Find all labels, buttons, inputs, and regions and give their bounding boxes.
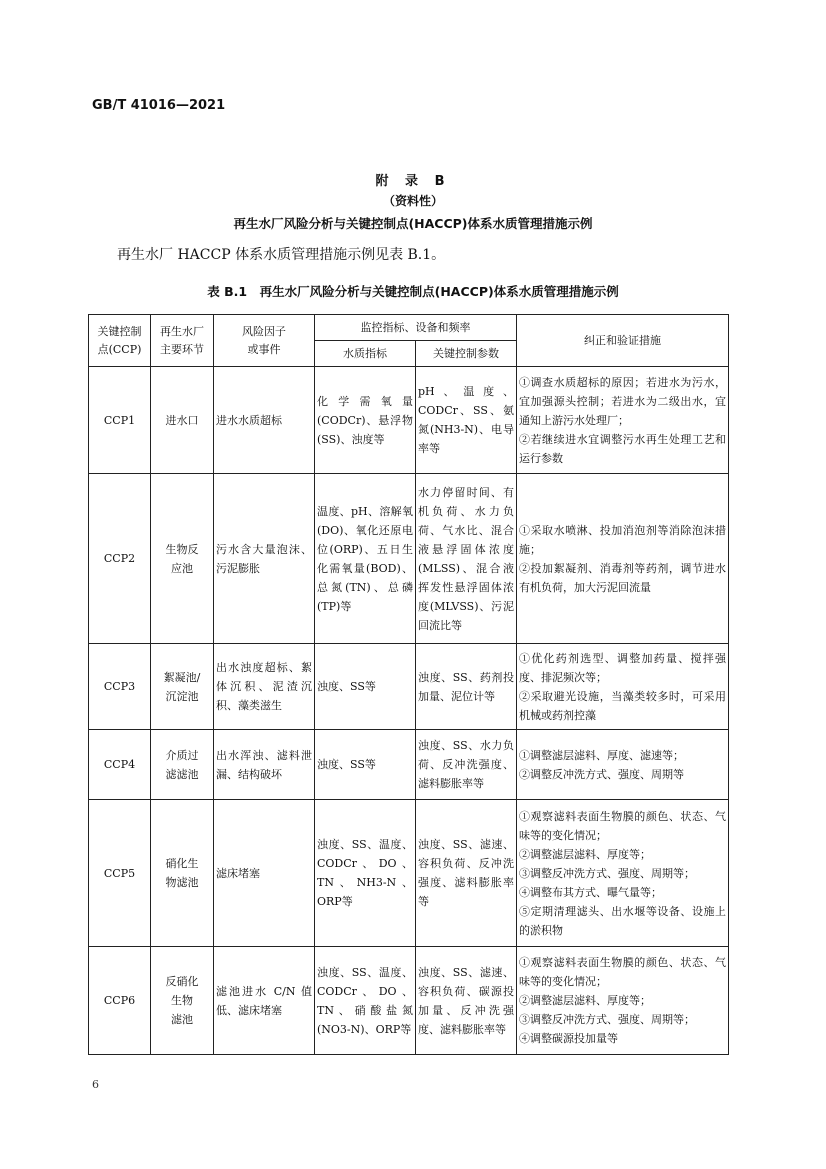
stage-cell: 反硝化 生物 滤池 [151,947,214,1055]
risk-cell: 出水浊度超标、絮体沉积、泥渣沉积、藻类滋生 [214,644,315,730]
ccp-cell: CCP1 [89,367,151,474]
haccp-table [88,314,729,1055]
risk-cell: 污水含大量泡沫、污泥膨胀 [214,474,315,644]
stage-cell: 硝化生 物滤池 [151,800,214,947]
key-param-cell: 水力停留时间、有机负荷、水力负荷、气水比、混合液悬浮固体浓度(MLSS)、混合液挥发性悬浮固体浓度(MLVSS)、污泥回流比等 [416,474,517,644]
header-measures: 纠正和验证措施 [517,315,729,367]
header-stage: 再生水厂 主要环节 [151,315,214,367]
risk-cell: 出水浑浊、滤料泄漏、结构破坏 [214,730,315,800]
header-monitor: 监控指标、设备和频率 [315,315,517,341]
table-row [89,367,729,474]
water-index-cell: 浊度、SS、温度、CODCr、DO、TN、NH3-N、ORP等 [315,800,416,947]
key-param-cell: 浊度、SS、水力负荷、反冲洗强度、滤料膨胀率等 [416,730,517,800]
appendix-title: 附 录 B [375,174,451,189]
water-index-cell: 浊度、SS、温度、CODCr、DO、TN、硝酸盐氮(NO3-N)、ORP等 [315,947,416,1055]
risk-cell: 滤池进水 C/N 值低、滤床堵塞 [214,947,315,1055]
water-index-cell: 化学需氧量(CODCr)、悬浮物(SS)、浊度等 [315,367,416,474]
risk-cell: 进水水质超标 [214,367,315,474]
table-row [89,644,729,730]
ccp-cell: CCP6 [89,947,151,1055]
table-caption: 表 B.1 再生水厂风险分析与关键控制点(HACCP)体系水质管理措施示例 [207,284,619,299]
water-index-cell: 浊度、SS等 [315,730,416,800]
key-param-cell: pH、温度、CODCr、SS、氨氮(NH3-N)、电导率等 [416,367,517,474]
risk-cell: 滤床堵塞 [214,800,315,947]
standard-number: GB/T 41016—2021 [92,98,226,113]
table-row [89,800,729,947]
stage-cell: 生物反 应池 [151,474,214,644]
table-row [89,474,729,644]
header-water-index: 水质指标 [315,341,416,367]
measures-cell: ①采取水喷淋、投加消泡剂等消除泡沫措施； ②投加絮凝剂、消毒剂等药剂，调节进水有机负荷，加大污泥回流量 [517,474,729,644]
key-param-cell: 浊度、SS、药剂投加量、泥位计等 [416,644,517,730]
stage-cell: 介质过 滤滤池 [151,730,214,800]
header-key-param: 关键控制参数 [416,341,517,367]
measures-cell: ①观察滤料表面生物膜的颜色、状态、气味等的变化情况； ②调整滤层滤料、厚度等； ③调整反冲洗方式、强度、周期等； ④调整碳源投加量等 [517,947,729,1055]
key-param-cell: 浊度、SS、滤速、容积负荷、碳源投加量、反冲洗强度、滤料膨胀率等 [416,947,517,1055]
water-index-cell: 浊度、SS等 [315,644,416,730]
measures-cell: ①调查水质超标的原因；若进水为污水，宜加强源头控制；若进水为二级出水，宜通知上游污水处理厂； ②若继续进水宜调整污水再生处理工艺和运行参数 [517,367,729,474]
measures-cell: ①优化药剂选型、调整加药量、搅拌强度、排泥频次等； ②采取避光设施，当藻类较多时，可采用机械或药剂控藻 [517,644,729,730]
measures-cell: ①调整滤层滤料、厚度、滤速等； ②调整反冲洗方式、强度、周期等 [517,730,729,800]
ccp-cell: CCP3 [89,644,151,730]
stage-cell: 絮凝池/ 沉淀池 [151,644,214,730]
ccp-cell: CCP2 [89,474,151,644]
ccp-cell: CCP4 [89,730,151,800]
table-row [89,730,729,800]
table-row [89,947,729,1055]
water-index-cell: 温度、pH、溶解氧(DO)、氧化还原电位(ORP)、五日生化需氧量(BOD)、总氮(TN)、总磷(TP)等 [315,474,416,644]
header-risk: 风险因子 或事件 [214,315,315,367]
intro-paragraph: 再生水厂 HACCP 体系水质管理措施示例见表 B.1。 [117,247,446,263]
measures-cell: ①观察滤料表面生物膜的颜色、状态、气味等的变化情况； ②调整滤层滤料、厚度等； ③调整反冲洗方式、强度、周期等； ④调整布其方式、曝气量等； ⑤定期清理滤头、出水堰等设备、设施上的淤积物 [517,800,729,947]
key-param-cell: 浊度、SS、滤速、容积负荷、反冲洗强度、滤料膨胀率等 [416,800,517,947]
appendix-note: （资料性） [382,194,443,208]
stage-cell: 进水口 [151,367,214,474]
header-ccp: 关键控制 点(CCP) [89,315,151,367]
ccp-cell: CCP5 [89,800,151,947]
page-number: 6 [92,1078,99,1091]
appendix-heading: 再生水厂风险分析与关键控制点(HACCP)体系水质管理措施示例 [233,216,593,231]
